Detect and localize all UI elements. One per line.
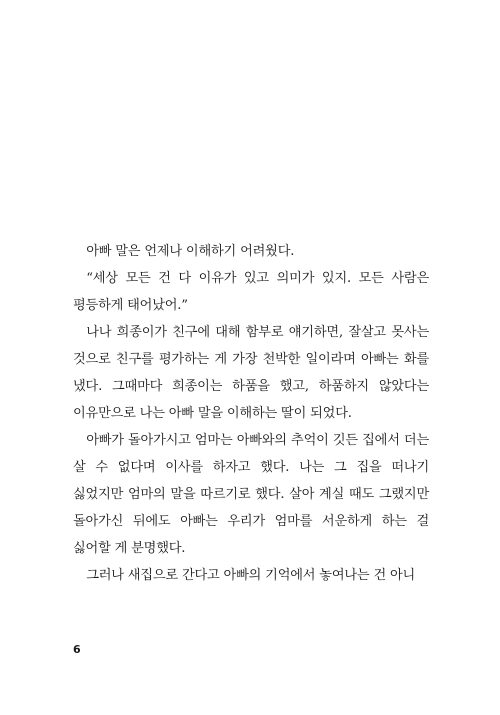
paragraph-3: 나나 희종이가 친구에 대해 함부로 얘기하면, 잘살고 못사는 것으로 친구를 평가하는 게 가장 천박한 일이라며 아빠는 화를 냈다. 그때마다 희종이는 하품을 했고, 하품하지 않았다는 이유만으로 나는 아빠 말을 이해하는 딸이 되었다. (73, 325, 429, 421)
paragraph-5: 그러나 새집으로 간다고 아빠의 기억에서 놓여나는 건 아니 (86, 568, 416, 583)
paragraph-4: 아빠가 돌아가시고 엄마는 아빠와의 추억이 깃든 집에서 더는 살 수 없다며 이사를 하자고 했다. 나는 그 집을 떠나기 싫었지만 엄마의 말을 따르기로 했다. 살아 계실 때도 그랬지만 돌아가신 뒤에도 아빠는 우리가 엄마를 서운하게 하는 걸 싫어할 게 분명했다. (73, 433, 429, 556)
paragraph-2: “세상 모든 건 다 이유가 있고 의미가 있지. 모든 사람은 평등하게 태어났어.” (73, 271, 429, 313)
paragraph-1: 아빠 말은 언제나 이해하기 어려웠다. (86, 244, 295, 259)
page-number: 6 (73, 643, 81, 656)
body-text (73, 238, 429, 589)
